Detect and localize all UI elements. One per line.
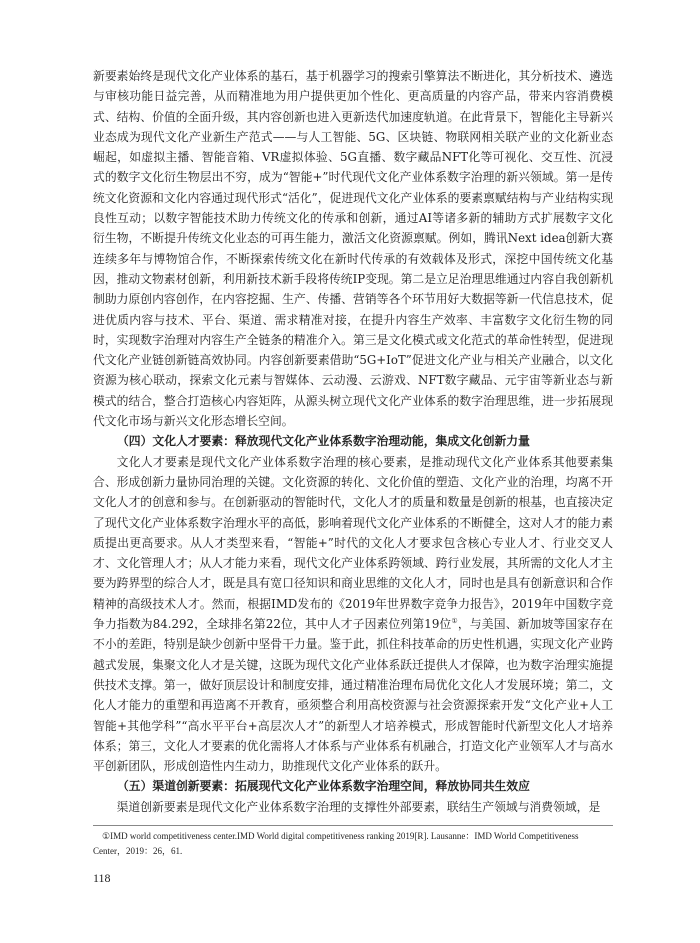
paragraph-content-innovation: 新要素始终是现代文化产业体系的基石，基于机器学习的搜索引擎算法不断进化，其分析技术、遴选与审核功能日益完善，从而精准地为用户提供更加个性化、更高质量的内容产品，带来内容消费模式、结构、价值的全面升级，其内容创新也进入更新迭代加速度轨道。在此背景下，智能化主导新兴业态成为现代文化产业新生产范式——与人工智能、5G、区块链、物联网相关联产业的文化新业态崛起，如虚拟主播、智能音箱、VR虚拟体验、5G直播、数字藏品NFT化等可视化、交互性、沉浸式的数字文化衍生物层出不穷，成为“智能+”时代现代文化产业体系数字治理的新兴领域。第一是传统文化资源和文化内容通过现代形式“活化”，促进现代文化产业体系的要素禀赋结构与产业结构实现良性互动；以数字智能技术助力传统文化的传承和创新，通过AI等诸多新的辅助方式扩展数字文化衍生物，不断提升传统文化业态的可再生能力，激活文化资源禀赋。例如，腾讯Next idea创新大赛连续多年与博物馆合作，不断探索传统文化在新时代传承的有效载体及形式，深挖中国传统文化基因，推动文物素材创新，利用新技术新手段将传统IP变现。第二是立足治理思维通过内容自我创新机制助力原创内容创作，在内容挖掘、生产、传播、营销等各个环节用好大数据等新一代信息技术，促进优质内容与技术、平台、渠道、需求精准对接，在提升内容生产效率、丰富数字文化衍生物的同时，实现数字治理对内容生产全链条的精准介入。第三是文化模式或文化范式的革命性转型，促进现代文化产业链创新链高效协同。内容创新要素借助“5G+IoT”促进文化产业与相关产业融合，以文化资源为核心联动，探索文化元素与智媒体、云动漫、云游戏、NFT数字藏品、元宇宙等新业态与新模式的结合，整合打造核心内容矩阵，从源头树立现代文化产业体系的数字治理思维，进一步拓展现代文化市场与新兴文化形态增长空间。 [93,69,613,429]
page-number: 118 [93,871,111,885]
footnote-reference[interactable]: ① [451,617,458,626]
paragraph-talent-part1: 文化人才要素是现代文化产业体系数字治理的核心要素，是推动现代文化产业体系其他要素集合、形成创新力量协同治理的关键。文化资源的转化、文化价值的塑造、文化产业的治理，均离不开文化人才的创意和参与。在创新驱动的智能时代，文化人才的质量和数量是创新的根基，也直接决定了现代文化产业体系数字治理水平的高低，影响着现代文化产业体系的不断健全，这对人才的能力素质提出更高要求。从人才类型来看，“智能+”时代的文化人才要求包含核心专业人才、行业交叉人才、文化管理人才；从人才能力来看，现代文化产业体系跨领域、跨行业发展，其所需的文化人才主要为跨界型的综合人才，既是具有宽口径知识和商业思维的文化人才，同时也是具有创新意识和合作精神的高级技术人才。然而，根据IMD发布的《2019年世界数字竞争力报告》，2019年中国数字竞争力指数为84.292，全球排名第22位，其中人才子因素位列第19位 [93,454,613,632]
paragraph-channel: 渠道创新要素是现代文化产业体系数字治理的支撑性外部要素，联结生产领域与消费领域，是 [116,799,601,814]
section-heading-talent: （四）文化人才要素：释放现代文化产业体系数字治理动能，集成文化创新力量 [117,434,530,449]
body-text [93,66,613,817]
footnote-divider [93,825,613,826]
section-heading-channel: （五）渠道创新要素：拓展现代文化产业体系数字治理空间，释放协同共生效应 [117,779,530,794]
paragraph-talent [93,452,613,777]
paragraph-talent-part2: ，与美国、新加坡等国家存在不小的差距，特别是缺少创新中坚骨干力量。鉴于此，抓住科技革命的历史性机遇，实现文化产业跨越式发展，集聚文化人才是关键，这既为现代文化产业体系跃迁提供人才保障，也为数字治理实施提供技术支撑。第一，做好顶层设计和制度安排，通过精准治理布局优化文化人才发展环境；第二，文化人才能力的重塑和再造离不开教育，亟须整合利用高校资源与社会资源探索开发“文化产业+人工智能+其他学科”“高水平平台+高层次人才”的新型人才培养模式，形成智能时代新型文化人才培养体系；第三，文化人才要素的优化需将人才体系与产业体系有机融合，打造文化产业领军人才与高水平创新团队，形成创造性内生动力，助推现代文化产业体系的跃升。 [93,617,613,774]
footnote: ①IMD world competitiveness center.IMD World digital competitiveness ranking 2019[R]. Lausanne：IMD World Competitiveness Center，2019：26，61. [93,831,579,856]
